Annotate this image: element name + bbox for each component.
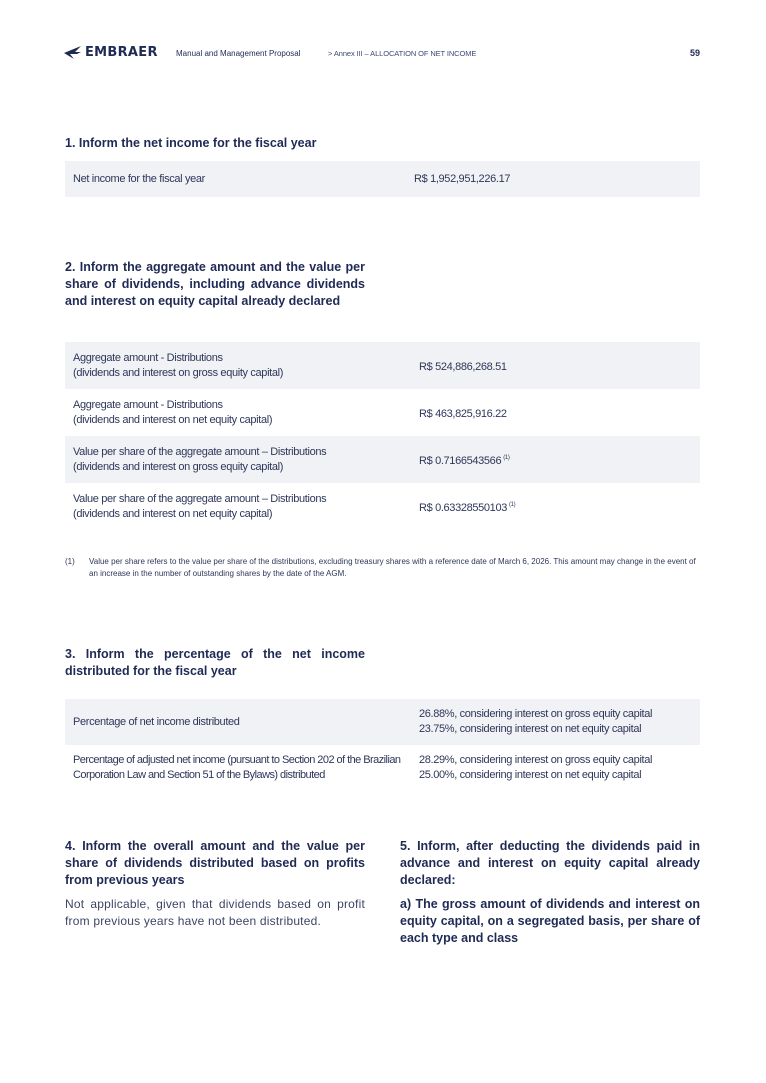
row-value: R$ 0.7166543566 $^{(1)}$ [419,454,510,467]
row-value: 26.88%, considering interest on gross equity capital 23.75%, considering interest on net equity capital [419,708,653,735]
footnote-ref: (1) [509,501,516,508]
row-value: 28.29%, considering interest on gross equity capital 25.00%, considering interest on net equity capital [419,754,653,781]
row-label: Net income for the fiscal year [73,172,205,185]
embraer-wing-icon [64,46,82,60]
page-number: 59 [689,48,700,58]
row-label: Value per share of the aggregate amount – Distributions (dividends and interest on net equity capital) [73,492,327,520]
page-header [64,44,700,64]
section-3-title: 3. Inform the percentage of the net income distributed for the fiscal year [65,647,365,678]
row-value: R$ 463,825,916.22 [419,407,507,420]
table-row [65,342,700,389]
row-label: Percentage of net income distributed [73,715,240,728]
row-label: Value per share of the aggregate amount – Distributions (dividends and interest on gross equity capital) [73,445,327,473]
section-4-title: 4. Inform the overall amount and the value per share of dividends distributed based on profits from previous years [65,839,365,887]
table-row [65,699,700,745]
table-row [65,436,700,483]
embraer-logo [64,45,158,60]
row-value: R$ 524,886,268.51 [419,360,507,373]
document-title: Manual and Management Proposal [176,49,301,58]
logo-text: EMBRAER [85,45,158,60]
section-4-body: Not applicable, given that dividends based on profit from previous years have not been distributed. [65,897,365,928]
footnote-text: Value per share refers to the value per share of the distributions, excluding treasury shares with a reference date of March 6, 2026. This amount may change in the event of an increase in the number of outstanding shares by the date of the AGM. [89,557,696,578]
row-label: Aggregate amount - Distributions (dividends and interest on gross equity capital) [73,351,284,379]
section-1-title: 1. Inform the net income for the fiscal year [65,136,317,150]
section-2-title: 2. Inform the aggregate amount and the value per share of dividends, including advance dividends and interest on equity capital already declared [65,260,365,308]
distributions-table [65,342,700,530]
footnote-ref: (1) [503,454,510,461]
table-row [65,483,700,530]
net-income-table [65,161,700,197]
percentage-table [65,699,700,791]
row-value: R$ 0.63328550103 $^{(1)}$ [419,501,516,514]
row-label: Aggregate amount - Distributions (dividends and interest on net equity capital) [73,398,273,426]
footnote [65,556,700,580]
footnote-mark: (1) [65,557,75,566]
table-row [65,389,700,436]
table-row [65,745,700,791]
row-label: Percentage of adjusted net income (pursuant to Section 202 of the Brazilian Corporation Law and Section 51 of the Bylaws) distributed [73,754,401,781]
table-row [65,161,700,197]
section-5-subtitle: a) The gross amount of dividends and interest on equity capital, on a segregated basis, per share of each type and class [400,897,700,945]
row-value: R$ 1,952,951,226.17 [414,172,511,185]
breadcrumb: > Annex III – ALLOCATION OF NET INCOME [328,49,477,58]
section-5-title: 5. Inform, after deducting the dividends paid in advance and interest on equity capital already declared: [400,839,700,887]
